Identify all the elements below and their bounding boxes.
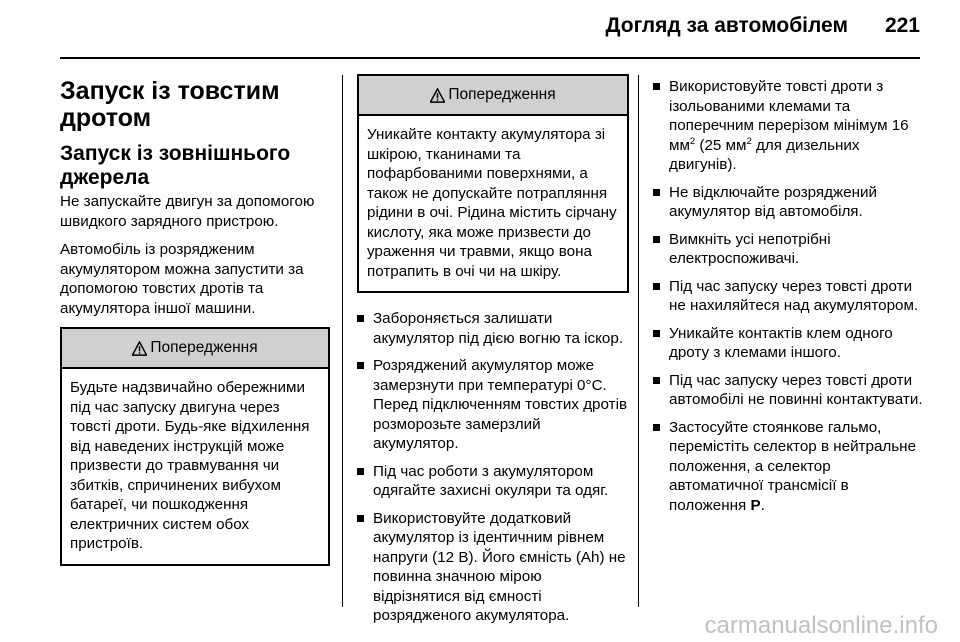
paragraph: Автомобіль із розрядженим акумулятором можна запустити за допомогою товстих дротів та акумулятора іншої машини. bbox=[60, 241, 304, 317]
bullet-square-icon bbox=[653, 283, 660, 290]
column-left bbox=[60, 74, 330, 578]
bullet-square-icon bbox=[653, 83, 660, 90]
warning-label: Попередження bbox=[448, 86, 556, 104]
bullet-square-icon bbox=[653, 236, 660, 243]
warning-box bbox=[357, 74, 629, 293]
list-item: Використовуйте товсті дроти з ізольованими клемами та поперечним перерізом мінімум 16 $мм^2$ (25 $мм^2$ для дизельних двигунів). bbox=[653, 77, 923, 175]
list-item: Застосуйте стоянкове гальмо, перемістіть селектор в нейтральне положення, а селектор автоматичної трансмісії в положення P. bbox=[653, 418, 923, 516]
list-item: Забороняється залишати акумулятор під дією вогню та іскор. bbox=[357, 309, 629, 348]
warning-header bbox=[359, 76, 627, 116]
paragraph: Не запускайте двигун за допомогою швидкого зарядного пристрою. bbox=[60, 193, 315, 230]
warning-text: Будьте надзвичайно обережними під час запуску двигуна через товсті дроти. Будь-яке відхилення від наведених інструкцій може призвести до травмування чи збитків, спричинених вибухом батареї, чи пошкодження електричних систем обох пристроїв. bbox=[70, 379, 310, 552]
bullet-square-icon bbox=[357, 515, 364, 522]
warning-triangle-icon bbox=[132, 341, 147, 356]
list-item: Під час запуску через товсті дроти не нахиляйтеся над акумулятором. bbox=[653, 277, 923, 316]
warning-triangle-icon bbox=[430, 88, 445, 103]
column-middle bbox=[357, 74, 629, 634]
warning-header bbox=[62, 329, 328, 369]
page-number: 221 bbox=[884, 14, 920, 37]
column-divider-1 bbox=[342, 75, 343, 607]
bullet-square-icon bbox=[357, 362, 364, 369]
bullet-square-icon bbox=[653, 377, 660, 384]
list-item: Використовуйте додатковий акумулятор із ідентичним рівнем напруги (12 В). Його ємність (Ah) не повинна значною мірою відрізнятися від ємності розрядженого акумулятора. bbox=[357, 509, 629, 626]
list-item: Під час роботи з акумулятором одягайте захисні окуляри та одяг. bbox=[357, 462, 629, 501]
header-rule bbox=[60, 57, 920, 59]
bullet-list bbox=[653, 77, 923, 515]
list-item: Розряджений акумулятор може замерзнути при температурі 0°C. Перед підключенням товстих дротів розморозьте замерзлий акумулятор. bbox=[357, 356, 629, 454]
column-divider-2 bbox=[638, 75, 639, 607]
list-item: Вимкніть усі непотрібні електроспоживачі. bbox=[653, 230, 923, 269]
warning-label: Попередження bbox=[150, 339, 258, 357]
bullet-list bbox=[357, 309, 629, 626]
subsection-title: Запуск із зовнішнього джерела bbox=[60, 142, 291, 189]
page-header bbox=[0, 0, 960, 60]
warning-box bbox=[60, 327, 330, 566]
bullet-square-icon bbox=[357, 315, 364, 322]
bullet-square-icon bbox=[653, 189, 660, 196]
bullet-square-icon bbox=[653, 330, 660, 337]
list-item: Уникайте контактів клем одного дроту з клемами іншого. bbox=[653, 324, 923, 363]
section-title: Запуск із товстим дротом bbox=[60, 77, 280, 132]
bullet-square-icon bbox=[357, 468, 364, 475]
watermark: carmanualsonline.info bbox=[704, 612, 938, 639]
chapter-title: Догляд за автомобілем bbox=[605, 14, 848, 37]
list-item: Під час запуску через товсті дроти автомобілі не повинні контактувати. bbox=[653, 371, 923, 410]
list-item: Не відключайте розряджений акумулятор від автомобіля. bbox=[653, 183, 923, 222]
column-right bbox=[653, 74, 923, 523]
bullet-square-icon bbox=[653, 424, 660, 431]
warning-text: Уникайте контакту акумулятора зі шкірою, тканинами та пофарбованими поверхнями, а також не допускайте потрапляння рідини в очі. Рідина містить сірчану кислоту, яка може призвести до ураження чи травми, якщо вона потрапить в очі чи на шкіру. bbox=[367, 126, 617, 280]
